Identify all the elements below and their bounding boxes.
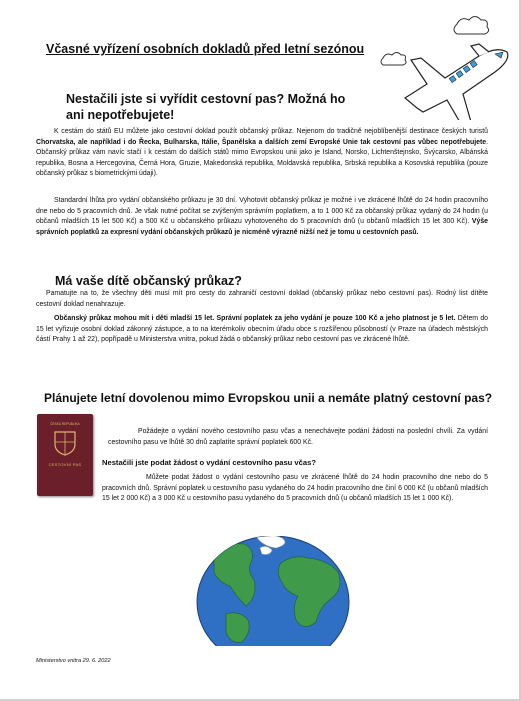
text-run: Můžete podat žádost o vydání cestovního pasu ve zkrácené lhůtě do 24 hodin pracovního dne nebo do 5 pracovních dnů. Správní poplatek u cestovního pasu vydaného do 24 hodin pracovního dne činí 6 000 Kč (u občanů mladších 15 let 2 000 Kč) a 3 000 Kč u cestovního pasu vydaného do 5 pracovních dnů (u občanů mladších 15 let 1 000 Kč). xyxy=(102,474,488,503)
paragraph xyxy=(36,127,488,180)
globe-icon xyxy=(196,536,350,646)
passport-label: CESTOVNÍ PAS xyxy=(48,462,82,467)
passport-country: ČESKÁ REPUBLIKA xyxy=(50,422,80,426)
airplane-icon xyxy=(375,10,521,120)
paragraph xyxy=(102,473,488,505)
bold-text: Chorvatska, ale například i do Řecka, Bulharska, Itálie, Španělska a dalších zemí Evropské Unie tak cestovní pas vůbec nepotřebujete xyxy=(36,138,487,146)
paragraph xyxy=(108,427,488,448)
bold-text: Výše správních poplatků za expresní vydání občanských průkazů je nicméně výrazně nižší než je tomu u cestovních pasů. xyxy=(36,218,488,236)
passport-image xyxy=(37,414,93,496)
paragraph xyxy=(36,289,488,310)
paragraph xyxy=(36,196,488,238)
paragraph xyxy=(36,314,488,346)
bold-text: Občanský průkaz mohou mít i děti mladší 15 let. Správní poplatek za jeho vydání je pouze 100 Kč a jeho platnost je 5 let. xyxy=(54,315,456,322)
coat-of-arms-icon xyxy=(53,430,77,456)
footer-credit: Ministerstvo vnitra 29. 6. 2022 xyxy=(36,658,111,664)
section-subheading: Nestačili jste podat žádost o vydání cestovního pasu včas? xyxy=(102,458,316,467)
text-run: . Občanský průkaz vám navíc stačí i k cestám do dalších států mimo Evropskou unii jako je Island, Norsko, Lichtenštejnsko, Švýcarsko, Albánská republika, Bosna a Hercegovina, Černá Hora, Gruzie, Makedonská republika, Moldavská republika, Srbská republika a Kosovská republika (pouze občanský průkaz s biometrickými údaji). xyxy=(36,138,488,178)
text-run: Dětem do 15 let vyřizuje osobní doklad zákonný zástupce, a to na kterémkoliv obecním úřadu obce s rozšířenou působností (v Praze na úřadech městských částí Prahy 1 až 22), popřípadě u Ministerstva vnitra, pokud žádá o občanský průkaz nebo cestovní pas ve zkrácené lhůtě. xyxy=(36,315,488,344)
section-heading: Nestačili jste si vyřídit cestovní pas? Možná ho ani nepotřebujete! xyxy=(66,92,346,122)
text-run: Pamatujte na to, že všechny děti musí mít pro cesty do zahraničí cestovní doklad (občanský průkaz nebo cestovní pas). Rodný list dítěte cestovní doklad nenahrazuje. xyxy=(36,290,488,308)
text-run: Standardní lhůta pro vydání občanského průkazu je 30 dní. Vyhotovit občanský průkaz je možné i ve zkrácené lhůtě do 24 hodin pracovního dne nebo do 5 pracovních dnů. Je však nutné počítat se zvýšeným správním poplatkem, a to 1 000 Kč za občanský průkaz vydaný do 24 hodin (u občanů mladších 15 let 500 Kč) a 500 Kč u občanského průkazu vyhotoveného do 5 pracovních dnů (u občanů mladších 15 let 300 Kč). xyxy=(36,197,488,226)
text-run: K cestám do států EU můžete jako cestovní doklad použít občanský průkaz. Nejenom do tradičně nejoblíbenější destinace českých turistů xyxy=(54,128,488,135)
section-heading: Plánujete letní dovolenou mimo Evropskou unii a nemáte platný cestovní pas? xyxy=(44,391,493,405)
text-run: Požádejte o vydání nového cestovního pasu včas a nenechávejte podání žádosti na poslední chvíli. Za vydání cestovního pasu ve lhůtě 30 dnů zaplatíte správní poplatek 600 Kč. xyxy=(108,428,488,446)
page-title: Včasné vyřízení osobních dokladů před letní sezónou xyxy=(46,42,365,56)
section-heading: Má vaše dítě občanský průkaz? xyxy=(55,274,242,288)
cloud-icon xyxy=(381,17,489,66)
